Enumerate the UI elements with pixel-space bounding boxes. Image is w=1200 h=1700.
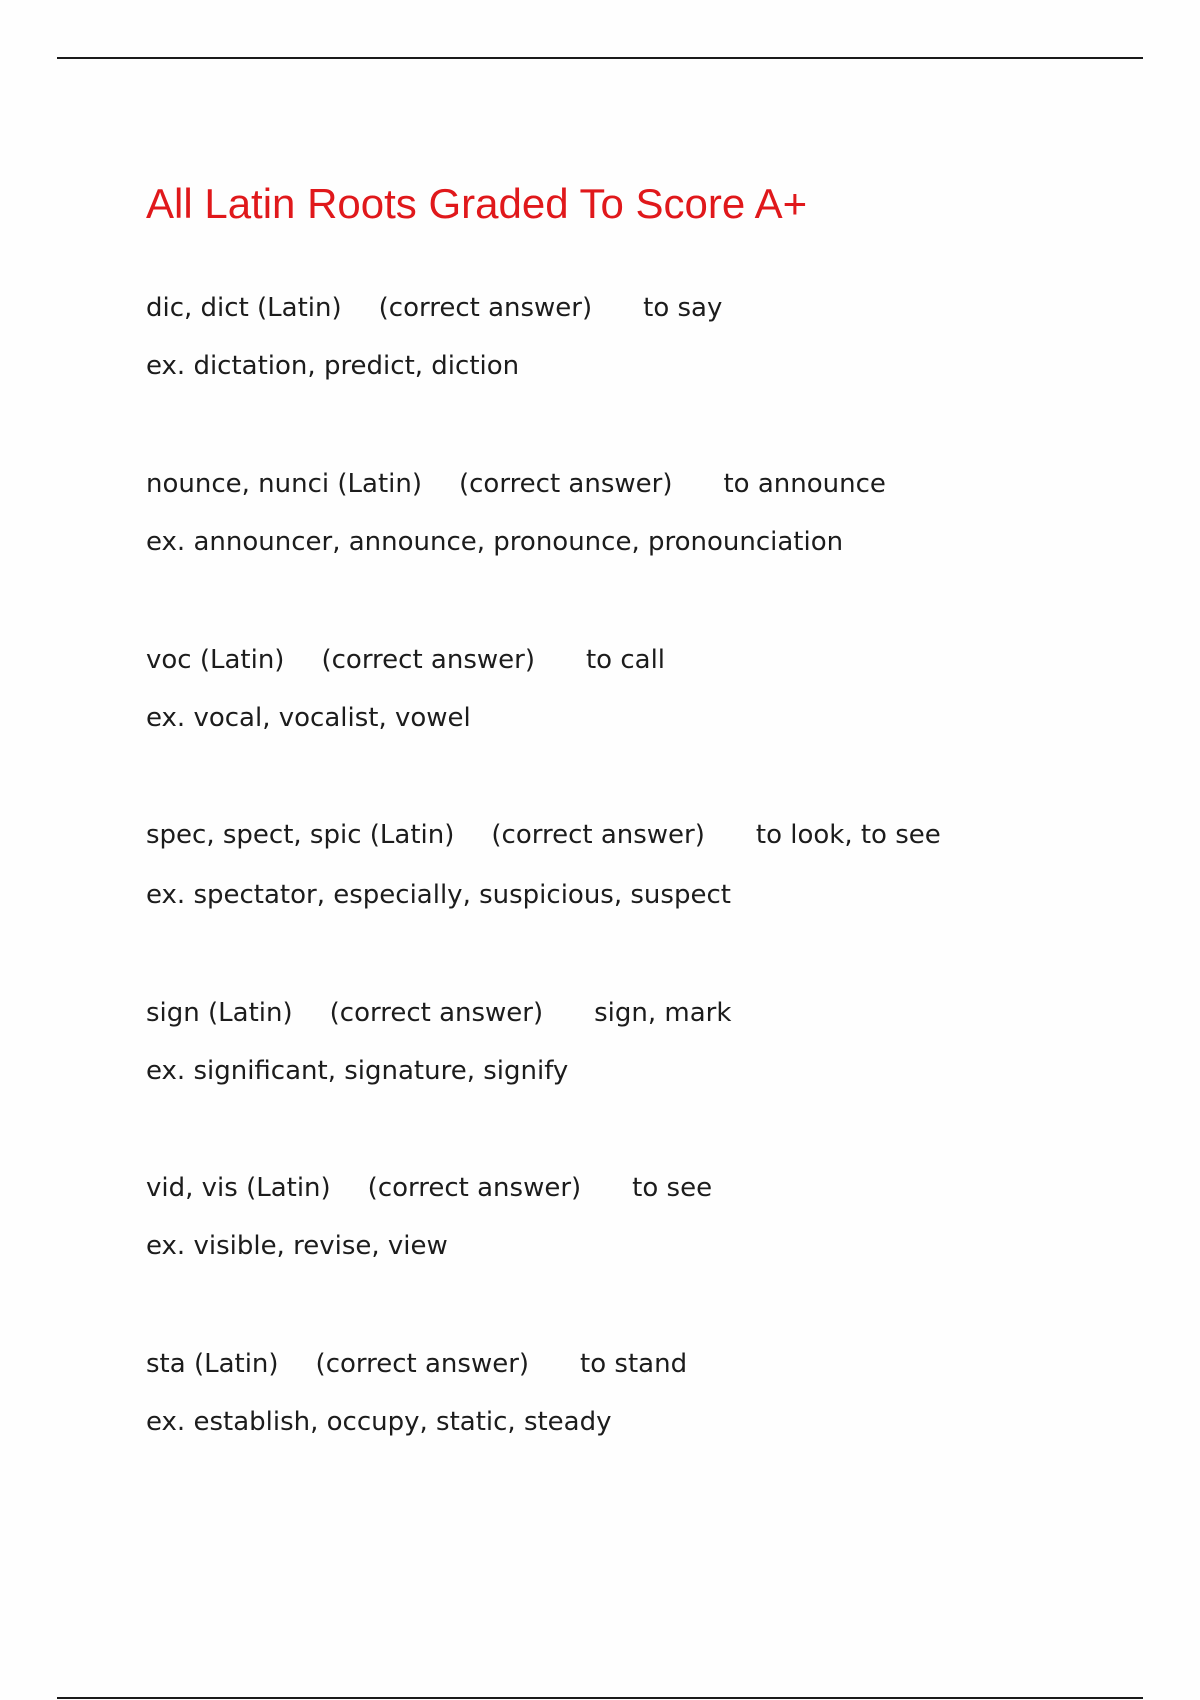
answer-label: (correct answer) [321,645,535,675]
answer-label: (correct answer) [329,998,544,1028]
latin-root: dic, dict (Latin) [146,293,342,323]
header-rule [57,57,1143,59]
list-item [146,993,1146,1113]
root-meaning: to see [632,1173,713,1203]
answer-label: (correct answer) [378,293,593,323]
list-item [146,815,1146,935]
example-words: ex. significant, signature, signify [146,1056,569,1086]
latin-root: sign (Latin) [146,998,293,1028]
root-meaning: to look, to see [755,820,941,850]
example-words: ex. vocal, vocalist, vowel [146,703,471,733]
footer-rule [57,1697,1143,1699]
example-words: ex. visible, revise, view [146,1231,448,1261]
latin-root: nounce, nunci (Latin) [146,469,422,499]
entry-definition-line [146,1168,712,1208]
root-meaning: to stand [580,1349,688,1379]
entry-definition-line [146,288,722,328]
answer-label: (correct answer) [491,820,705,850]
document-title: All Latin Roots Graded To Score A+ [146,180,808,227]
root-meaning: to announce [723,469,886,499]
root-meaning: to call [585,645,666,675]
root-meaning: sign, mark [594,998,732,1028]
example-words: ex. spectator, especially, suspicious, suspect [146,880,731,910]
list-item [146,640,1146,760]
entry-definition-line [146,464,886,504]
entry-definition-line [146,640,665,680]
root-meaning: to say [643,293,723,323]
example-words: ex. dictation, predict, diction [146,351,520,381]
list-item [146,288,1146,408]
latin-root: voc (Latin) [146,645,285,675]
answer-label: (correct answer) [367,1173,582,1203]
entry-definition-line [146,993,731,1033]
latin-root: sta (Latin) [146,1349,279,1379]
list-item [146,1344,1146,1464]
entry-definition-line [146,1344,687,1384]
latin-root: vid, vis (Latin) [146,1173,331,1203]
latin-root: spec, spect, spic (Latin) [146,820,455,850]
answer-label: (correct answer) [315,1349,530,1379]
answer-label: (correct answer) [458,469,673,499]
list-item [146,464,1146,584]
example-words: ex. announcer, announce, pronounce, pronounciation [146,527,844,557]
example-words: ex. establish, occupy, static, steady [146,1407,612,1437]
entry-definition-line [146,815,941,855]
list-item [146,1168,1146,1288]
